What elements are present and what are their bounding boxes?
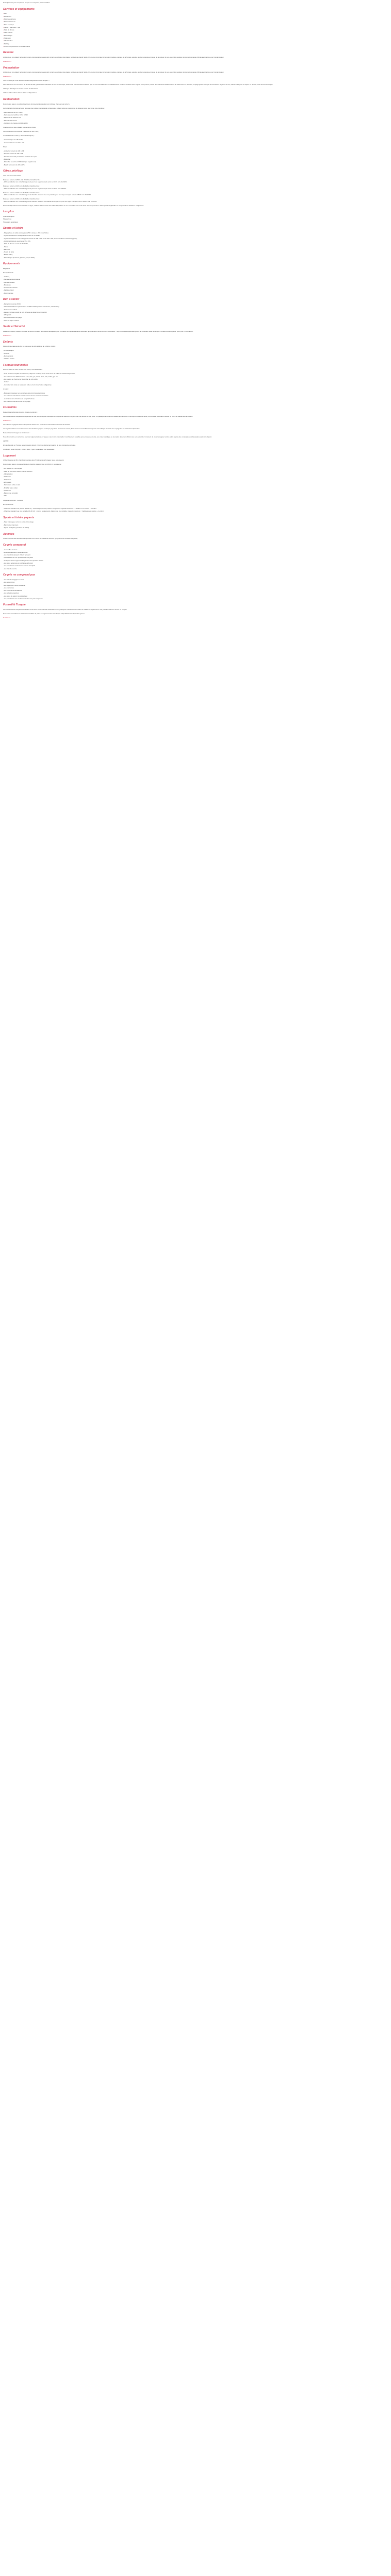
prix-comprend-section — [3, 544, 388, 570]
formalites-p5: Ressortissants étrangers et binationaux : — [3, 432, 30, 434]
presentation-p3: Situé à environ 3 km du centre de la ville de Side, petite station balnéaire du sud de la Turquie, l'hôtel Side Prenses Resort Hotel & Spa 5* vous accueille dans un établissement moderne. Profitez d'une séjour, vous pourrez profiter des différentes infrastructures de l'hôtel dont les piscines, sa plage privée ainsi que les animations le jour et le soir, animée idéal pour un séjour en famille, entre amis ou en couple. — [3, 83, 273, 86]
list-item: - Balcon vue sur jardin — [3, 492, 388, 495]
list-item: - Bain turc et hammam — [3, 524, 388, 527]
sports-heading: Sports et loisirs — [3, 227, 24, 230]
list-item: - Chambre standard vue mer partielle (26-30 m²) : mêmes équipements, balcon vue mer partielle. Capacité maximum : 3 adultes ou 2 adultes + 1 enfant — [3, 510, 388, 513]
formule-intro: Dans le cadre de votre formule tout inclus, vous bénéficiez : — [3, 368, 43, 371]
list-item: - Les pourboires — [3, 587, 388, 589]
services-section — [3, 8, 388, 48]
logement-p3: Capacité maximum : 3 adultes — [3, 499, 23, 501]
list-item: - Hôtel accessible aux personnes à mobilité réduite (parties communes, 4 chambres). — [3, 306, 388, 308]
list-item: - Petit déjeuner de 07h à 10h — [3, 111, 388, 114]
prix-ne-comprend-heading: Ce prix ne comprend pas — [3, 573, 35, 577]
list-item: - Les taxes aériennes et surcharge carburant — [3, 562, 388, 565]
list-item: - Mini-bar (eau, soda) — [3, 487, 388, 489]
list-item: - Heure d'arrivée à partir de 14h et heure de départ à partir de 12h — [3, 311, 388, 314]
logement-section — [3, 454, 388, 513]
list-item: - Wifi gratuit — [3, 481, 388, 484]
resume-text: Ambiance et zen étalent barbantes to pays comprenant un vaous part compri de parfois et des plages bordées de grands hôtels. Il le permet d'occuper, à la région insolites exterieur de la Turquie, appelée la côte turquoise en raison de la couleur de ses eaux. Des vestiges témoignent du passé d'Antalya en tant que port romain majeur. — [3, 56, 224, 59]
logement-extras-list — [3, 507, 388, 513]
services-heading: Services et équipements — [3, 7, 35, 11]
list-item: - Wifi — [3, 495, 388, 497]
list-item: - Les excursions facultatives — [3, 589, 388, 592]
formule-section — [3, 364, 388, 403]
formalites-p9: COURANT ELECTRIQUE : 220V à 50Hz. Type F. Adaptateur non nécessaire. — [3, 448, 55, 451]
list-item: - Les transferts aéroport / hôtel / aéroport — [3, 554, 388, 556]
prix-ne-comprend-list — [3, 579, 388, 600]
restauration-p1: Le restaurant principal sert vous propose une cuisine internationale à travers ses buffets variés et vous donne de déjeuner sous une forme très complète : — [3, 107, 105, 109]
list-item: • Parking — [3, 43, 388, 45]
sante-heading: Santé et Sécurité — [3, 325, 25, 329]
list-item: - Les frais de service — [3, 568, 388, 570]
list-item: - Parking gratuit — [3, 289, 388, 292]
list-item: - Bistro bar — [3, 158, 388, 161]
equipements-bagagerie: Bagagerie — [3, 267, 10, 269]
list-item: - Déjeuner de 12h30 à 14h — [3, 116, 388, 119]
formule-list — [3, 372, 388, 386]
activites-section — [3, 533, 388, 540]
sante-p1: Avant votre départ, veuillez consulter le site du ministère des Affaires étrangères pour connaître les risques sanitaires éventuels qui pourraient concerner votre destination : http://XXXXwww.diplomatie.gouv.fr. Et consultez aussi la rubrique "conseils aux voyageurs" pour plus d'informations. — [3, 330, 193, 332]
list-item: • Climatisation — [3, 40, 388, 42]
list-item: - Boutiques — [3, 284, 388, 286]
list-item: - Sports nautiques (proximité de l'hôtel) — [3, 527, 388, 529]
restauration-intro: Durant votre séjour, vous bénéficiez de la formule tout inclus plus (voir rubrique "formule tout inclus"). — [3, 103, 70, 105]
presentation-read-more-link[interactable]: Read more... — [3, 75, 12, 78]
list-item: - de la pension complète au restaurant, déjeuner et dîner) servie sous forme de buffet au restaurant principal, — [3, 372, 388, 375]
list-item: - 1 piscine intérieure ouverte de 7h à 19h, — [3, 240, 388, 243]
offres-sub: VOS AVANTAGES FRAM — [3, 174, 21, 177]
presentation-p2: Vous en avez par Fruit Sélection Vola Prestige Resort Hotel & Spa 5* ! — [3, 79, 50, 82]
logement-sub: En supplément : — [3, 503, 14, 505]
list-item: - Accueil adapté — [3, 349, 388, 352]
list-item: - Le séjour selon le type d'hébergement et la pension choisis — [3, 560, 388, 562]
list-item: - Goûter — [3, 381, 388, 383]
list-item: - Pool bar ouvert de 10h à 00h — [3, 152, 388, 155]
list-item: - 1 piscine extérieure avec toboggans ouverte de 10h à 12h et de 14h à 16h (selon conditions météorologiques), — [3, 238, 388, 240]
list-item: - Collations de l'après-midi 13h à 00h — [3, 122, 388, 125]
logement-p2: Durant votre séjour, vous serez logé en chambre standard vue sur 28-30 m² équipée de : — [3, 463, 62, 466]
logement-heading: Logement — [3, 454, 16, 457]
formule-heading: Formule tout inclus — [3, 363, 28, 367]
formalites-p1: Ressortissants français (adultes, bébés et enfants) : — [3, 411, 38, 414]
list-item: - d'un dîner à la carte au restaurant italien et turc (réservation obligatoire) — [3, 384, 388, 386]
list-item: - Chaises hautes — [3, 358, 388, 360]
list-item: - Cuisine italienne de 19h à 21h. — [3, 142, 388, 144]
list-item: - Menu enfants — [3, 355, 388, 358]
bon-a-savoir-list — [3, 303, 388, 321]
list-item: - Beach-volley — [3, 253, 388, 256]
list-item: - Service des snack pendant les horaires des repas — [3, 156, 388, 158]
list-item: • Parc aquatique — [3, 24, 388, 26]
formalite-turquie-heading: Formalité Turquie — [3, 603, 26, 607]
restauration-bars-label: 5 bars : — [3, 146, 8, 148]
list-item: - Les frais de bagages en soute — [3, 579, 388, 581]
restauration-section — [3, 98, 388, 166]
activites-p1: L'hôtel propose des animations en journée et en soirée du 1/5/24 au 31/10/24 (programme à consulter sur place). — [3, 537, 78, 540]
equipements-list — [3, 276, 388, 294]
list-item: - L'assistance de nos représentants sur place — [3, 556, 388, 559]
list-item: - Télévision — [3, 476, 388, 478]
list-item: - Chambre standard vue piscine (26-30 m²) : mêmes équipements, balcon vue piscine. Capacité maximum : 3 adultes ou 2 adultes + 1 enfant — [3, 507, 388, 510]
list-item: - Plage privée de sable aménagée de 50 m située à 200 m de l'hôtel, — [3, 232, 388, 234]
list-item: - Discothèque (boissons gratuites jusqu'à 2h30). — [3, 257, 388, 259]
list-item: - Room service — [3, 292, 388, 295]
presentation-p1: Ambiance et zen étalent barbantes to pays comprenant un vaous part compri de parfois et des plages bordées de grands hôtels. Il le permet d'occuper, à la région insolites exterieur de la Turquie, appelée la côte turquoise en raison de la couleur de ses eaux. Des vestiges témoignent du passé d'Antalya en tant que port romain majeur. — [3, 71, 224, 74]
list-item: • Piscine extérieure — [3, 18, 388, 21]
list-item: - des snacks au Pool bar et Beach bar de 12h à 15h, — [3, 378, 388, 381]
list-item: Plage privée — [3, 218, 12, 221]
prix-comprend-heading: Ce prix comprend — [3, 543, 26, 547]
enfants-section — [3, 341, 388, 360]
prix-ne-comprend-section — [3, 573, 388, 600]
formalite-turquie-section — [3, 603, 388, 619]
formalites-p2: Les ressortissants français sont dispensés de visa pour un séjour touristique en Turquie de maximum 90 jours sur une période de 180 jours. Un passeport en cours de validité (au minimum 6 mois après la date de retour) ou une carte nationale d'identité en cours de validité est nécessaire. — [3, 415, 193, 418]
sports-list — [3, 232, 388, 259]
formalites-p4: Les règles relatives au franchissement des frontières propres à chaque pays étant amenées à évoluer, il est vivement conseillé de se reporter à la rubrique "conseils aux voyageurs" du site France Diplomatie. — [3, 428, 140, 430]
prix-comprend-list — [3, 549, 388, 570]
offres-section — [3, 170, 388, 207]
bon-a-savoir-heading: Bon à savoir — [3, 298, 20, 301]
resume-read-more-link[interactable]: Read more... — [3, 60, 12, 63]
plus-list — [3, 215, 388, 223]
formule-notes-list — [3, 392, 388, 402]
presentation-p4: Libérapré d'Antalya est situé à environ 63 kilomètres. — [3, 88, 38, 90]
plus-heading: Les plus — [3, 210, 14, 214]
list-item: • Télévision — [3, 37, 388, 40]
list-item: - Les boissons servies au bar de la plage — [3, 400, 388, 403]
list-item: - Coiffeur, — [3, 276, 388, 278]
list-item: • Sauna - Hammam - Spa — [3, 26, 388, 29]
list-item: - Les prestations mentionnées dans le descriptif — [3, 565, 388, 567]
description-line: Description Ce prix comprend : Ce prix ne comprend pas Formalités — [3, 2, 50, 4]
enfants-heading: Enfants — [3, 340, 13, 344]
sports-payants-heading: Sports et loisirs payants — [3, 516, 35, 519]
restauration-carte-list — [3, 139, 388, 144]
offer-block: Réservez entre le 1/3/24 et le 31/3/24 et bénéficiez de : - 20% de réduction sur votre hébergement chambre standard vue latérale à vue piscine pour tout séjour compris entre le 1/5/24 et le 31/10/24. — [3, 198, 97, 202]
list-item: - 2 lit double ou 2 lits simples — [3, 467, 388, 470]
list-item: - Prêt de serviettes de plage — [3, 316, 388, 319]
logement-p1: L'hôtel dispose de 361 chambres réparties dans 5 bâtiments de 8 étages (avec ascenseurs). — [3, 459, 64, 462]
list-item: - Sauna — [3, 246, 388, 248]
presentation-heading: Présentation — [3, 66, 20, 70]
activites-heading: Activités — [3, 532, 14, 536]
list-item: - Salle de bain avec douche, sèche-cheveux — [3, 470, 388, 473]
list-item: - Réception ouverte 24h/24 — [3, 303, 388, 306]
offres-blocks — [3, 179, 388, 203]
formalites-read-more-link[interactable]: Read more... — [3, 419, 12, 422]
formalite-turquie-read-more-link[interactable]: Read more... — [3, 617, 12, 619]
list-item: - Les prestations non mentionnées dans "ce prix comprend" — [3, 598, 388, 600]
resume-heading: Résumé — [3, 51, 14, 55]
list-item: - Spa : massages, soins du corps et du visage — [3, 521, 388, 523]
list-item: • Salle de fitness — [3, 29, 388, 31]
list-item: - Lit bébé — [3, 352, 388, 355]
list-item: • Restaurant — [3, 15, 388, 18]
list-item: - Wifi gratuit — [3, 314, 388, 316]
list-item: - Le vol aller et retour — [3, 549, 388, 551]
formalite-turquie-p1: Les ressortissants français doivent être munis d'une carte nationale d'identité ou d'un passeport individuel dont la date de validité est supérieure à 150 jours à la date de l'entrée en Turquie. — [3, 608, 127, 611]
list-item: - Boissons importées non comprises dans la formule tout inclus — [3, 392, 388, 395]
list-item: - Taxe de séjour incluse. — [3, 319, 388, 322]
restauration-bars-list — [3, 150, 388, 166]
list-item: - Nécessaire à thé et café — [3, 484, 388, 486]
list-item: - Service de blanchisserie — [3, 278, 388, 281]
list-item: - Coffre-fort — [3, 489, 388, 492]
sports-payants-list — [3, 521, 388, 529]
resume-section — [3, 51, 388, 62]
list-item: • Club enfants — [3, 31, 388, 34]
list-item: - Le forfait bancaire et taxes aéroport — [3, 551, 388, 554]
restauration-meals-list — [3, 111, 388, 125]
restauration-p3: Tea time au Pool bar aussi le Pâtisserie de 12h à 17h, — [3, 130, 39, 133]
list-item: - Disco bar ouvert de 23h30 à 2h (en supplément) — [3, 161, 388, 163]
page-root — [3, 2, 388, 619]
equipements-section — [3, 262, 388, 294]
restauration-p4: 2 restaurants à la carte (1 dîner / 1 fois/séjour) : — [3, 134, 35, 137]
formalites-section — [3, 406, 388, 450]
list-item: - Les activités payantes — [3, 592, 388, 595]
list-item: • Discothèque — [3, 35, 388, 37]
sante-section — [3, 325, 388, 336]
list-item: - Lobby bar ouvert de 10h à 00h — [3, 150, 388, 152]
logement-list — [3, 467, 388, 497]
list-item: Chambres triples — [3, 215, 14, 218]
equipements-heading: Equipements — [3, 262, 20, 266]
offres-note: Diverses déjà incluses dans les tarifs en ligne, valables dans la limite des offres disponibles et non cumulable avec toute autre offre ou promotion. Offre spéciale applicable sur les prestations hôtelières uniquement. — [3, 204, 144, 207]
offer-block: Réservez entre le 1/3/24 et le 31/3/24 et bénéficiez de : - 15% de réduction sur votre hébergement chambre standard vue mer partielle pour tout séjour compris entre le 1/5/24 et le 31/10/24. — [3, 191, 91, 196]
plus-section — [3, 210, 388, 223]
enfants-p1: Mini club international de 4 à 12 ans ouvert de 10h à 12h et de 14h30 à 16h30 : — [3, 345, 56, 348]
list-item: - Les taxes de séjour (si applicables) — [3, 595, 388, 598]
list-item: • Wifi — [3, 12, 388, 15]
list-item: - Téléphone — [3, 479, 388, 481]
sports-payants-section — [3, 516, 388, 529]
offres-heading: Offres privilège — [3, 170, 23, 173]
services-list — [3, 12, 388, 47]
offer-block: Réservez entre le 1/3/24 et le 31/3/24 et bénéficiez de : - 15% de réduction sur votre hébergement pour tout séjour compris entre le 1/5/24 et le 28/2/24. — [3, 185, 67, 190]
sante-read-more-link[interactable]: Read more... — [3, 334, 12, 336]
list-item: - Les dépenses d'ordre personnel — [3, 584, 388, 587]
formalites-p8: En cas d'escale en Turquie, les voyageurs doivent s'informer directement auprès de leur compagnie aérienne. — [3, 444, 76, 447]
list-item: - Location de voitures — [3, 286, 388, 289]
list-item: - Bain turc — [3, 248, 388, 251]
list-item: - Petit déjeuner tardif de 10h à 10h30 — [3, 114, 388, 116]
enfants-list — [3, 349, 388, 360]
presentation-section — [3, 66, 388, 94]
formalites-heading: Formalités — [3, 406, 17, 410]
presentation-p5: L'hôtel est Travelfan's Choice 2023 sur TripAdvisor. — [3, 92, 37, 94]
bon-a-savoir-section — [3, 298, 388, 321]
list-item: - Tennis de table — [3, 251, 388, 253]
list-item: - 1 piscine extérieure rectangulaire ouverte de 7h à 19h, — [3, 234, 388, 237]
formalites-p6: Nous devons être en conformité avec les réglementations en vigueur, selon votre nationalité. Il est fortement possible qu'en prospect, un visa, une carte touristique ou tout autre document officiel vous soit demandé. Il convient de vous renseigner sur les délais auprès des consulats ou ambassades avant votre départ. — [3, 436, 212, 438]
formalite-turquie-p2: Nous vous conseillons de vérifier les formalités de police en vigueur avant votre départ : http://XXXXwww.diplomatie.gouv.fr — [3, 613, 85, 615]
formule-note-label: A noter : — [3, 388, 9, 391]
list-item: - Climatisation — [3, 473, 388, 476]
list-item: - Le minibar de la chambre est rempli à l'arrivée — [3, 398, 388, 400]
list-item: - Les boissons alcoolisées sont servies selon les horaires et les bars — [3, 395, 388, 397]
formalites-p3: Les mineurs voyageant sans leurs parents doivent être munis d'une autorisation de sortie de territoire. — [3, 423, 71, 426]
offer-block: Réservez entre le 11/9/23 et le 26/2/24 et bénéficiez de : - 20% de réduction sur votre hébergement pour tout séjour compris entre le 1/4/24 et le 31/10/24. — [3, 178, 68, 183]
list-item: - Service médical — [3, 281, 388, 284]
list-item: • Piscine intérieure — [3, 21, 388, 23]
list-item: • Accès aux personnes à mobilité réduite — [3, 45, 388, 48]
restauration-p2: Snacks au Pool bar et Beach bar de 12h à 15h00, — [3, 126, 36, 129]
list-item: - Dîner de 19h à 21h — [3, 120, 388, 122]
formalites-p7: L'ESTA : — [3, 440, 9, 443]
list-item: - Cuisine turque de 19h à 21h, — [3, 139, 388, 141]
list-item: Toboggans aquatiques — [3, 221, 19, 223]
sports-section — [3, 227, 388, 259]
list-item: - des boissons aux différents bars : thé, café, jus, sodas, bière, soft, vodka, gin, etc. — [3, 376, 388, 378]
list-item: - Animaux non admis. — [3, 309, 388, 311]
equipements-sub: En supplément : — [3, 271, 14, 274]
list-item: - Les assurances — [3, 581, 388, 584]
list-item: - Salle de fitness ouverte de 7h à 19h, — [3, 243, 388, 245]
restauration-heading: Restauration — [3, 97, 20, 101]
list-item: - Beach bar ouvert de 10h à 17h — [3, 164, 388, 166]
